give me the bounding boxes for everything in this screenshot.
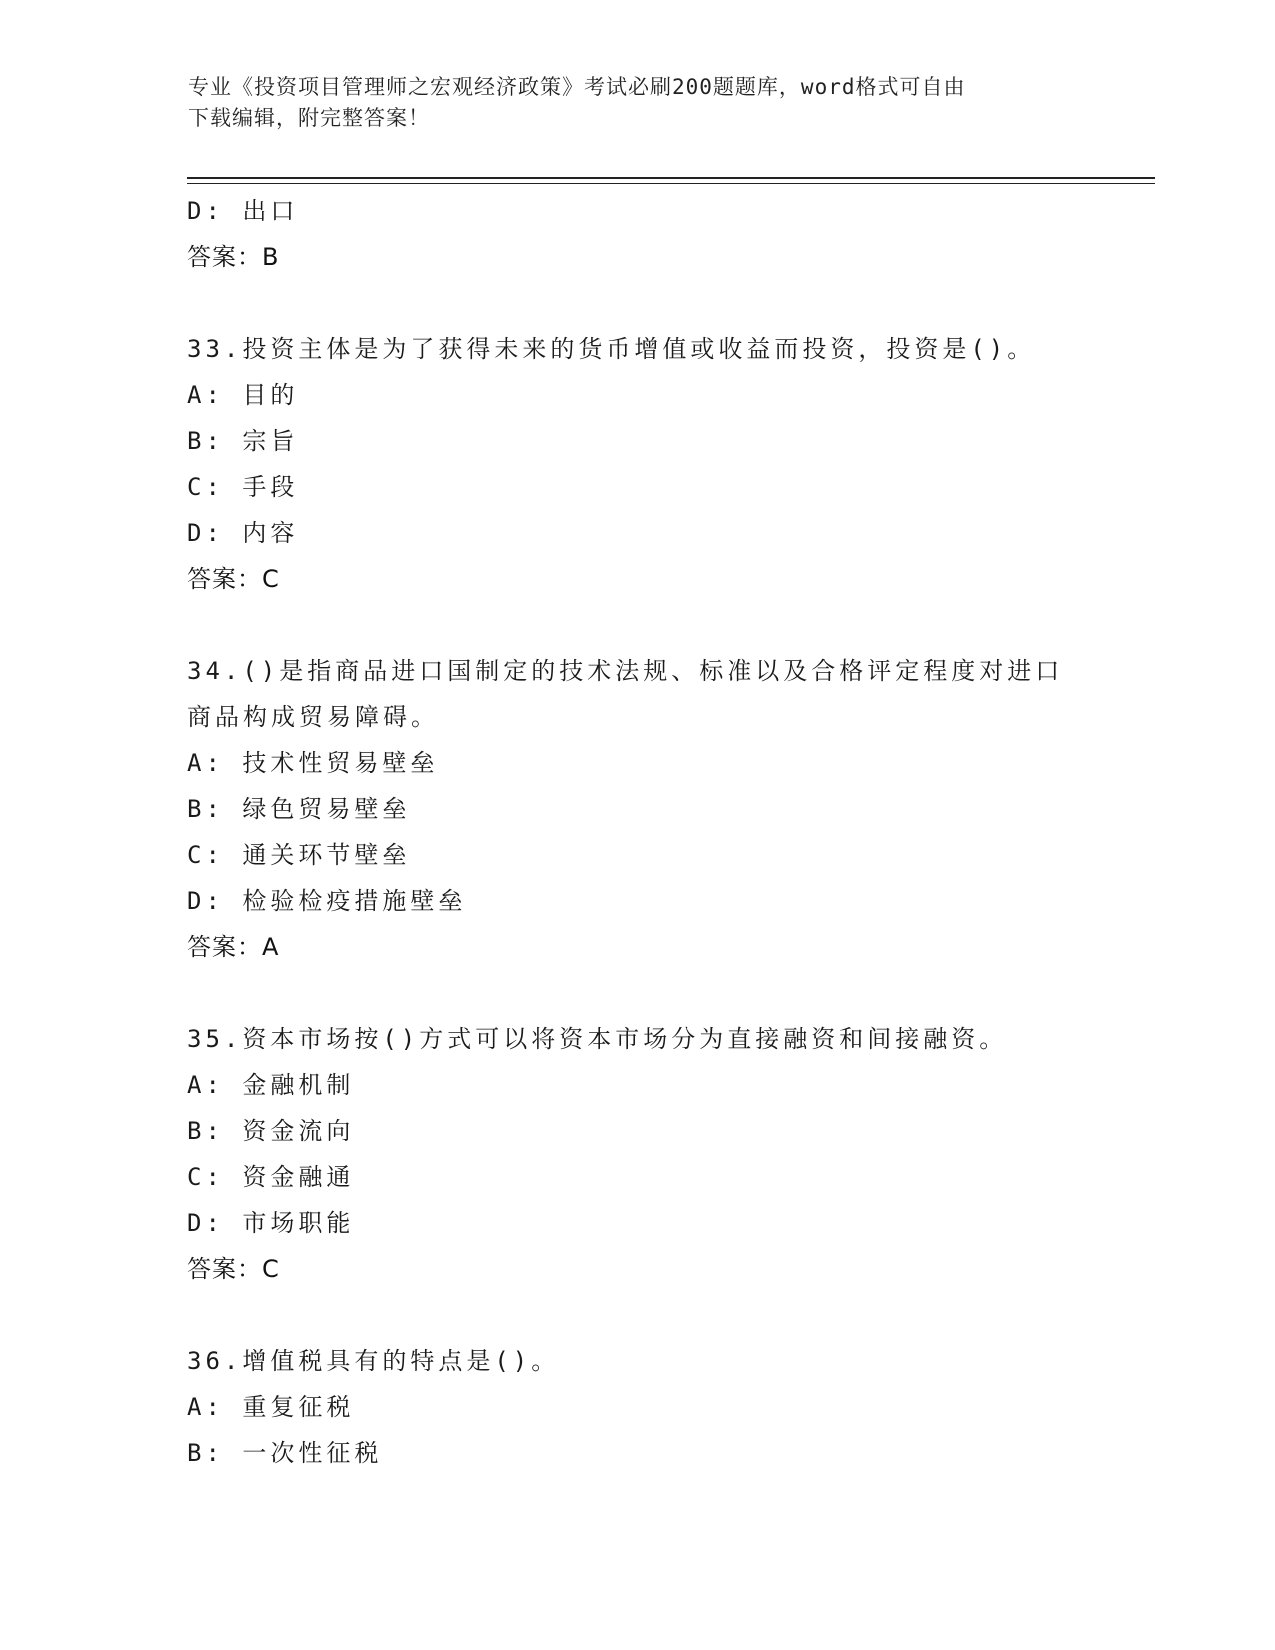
question-36-text: 36.增值税具有的特点是()。 [187,1347,560,1375]
question-34-option-b: B: 绿色贸易壁垒 [187,795,411,823]
question-33-answer: 答案：C [187,565,280,593]
question-35-option-c: C: 资金融通 [187,1163,355,1191]
question-34-option-c: C: 通关环节壁垒 [187,841,411,869]
option-d: D: 出口 [187,197,299,225]
question-33-option-a: A: 目的 [187,381,299,409]
header-line-1: 专业《投资项目管理师之宏观经济政策》考试必刷200题题库，word格式可自由 [188,75,966,99]
question-34-option-d: D: 检验检疫措施壁垒 [187,887,467,915]
spacer [187,280,1087,326]
header-rule-thin [187,183,1155,184]
header-rule-thick [187,177,1155,179]
question-34-text-line-2: 商品构成贸易障碍。 [187,703,439,731]
question-36-option-a: A: 重复征税 [187,1393,355,1421]
question-list [187,188,1087,1476]
question-34-option-a: A: 技术性贸易壁垒 [187,749,439,777]
question-34-answer: 答案：A [187,933,280,961]
question-35-option-b: B: 资金流向 [187,1117,355,1145]
question-35-option-a: A: 金融机制 [187,1071,355,1099]
question-35-answer: 答案：C [187,1255,280,1283]
spacer [187,602,1087,648]
spacer [187,970,1087,1016]
question-33-option-c: C: 手段 [187,473,299,501]
question-36-option-b: B: 一次性征税 [187,1439,383,1467]
document-header [188,72,1088,134]
question-35-text: 35.资本市场按()方式可以将资本市场分为直接融资和间接融资。 [187,1025,1008,1053]
question-33-option-d: D: 内容 [187,519,299,547]
answer-line: 答案：B [187,243,280,271]
question-35-option-d: D: 市场职能 [187,1209,355,1237]
question-33-text: 33.投资主体是为了获得未来的货币增值或收益而投资，投资是()。 [187,335,1036,363]
question-34-text-line-1: 34.()是指商品进口国制定的技术法规、标准以及合格评定程度对进口 [187,657,1064,685]
spacer [187,1292,1087,1338]
question-33-option-b: B: 宗旨 [187,427,299,455]
header-line-2: 下载编辑，附完整答案！ [188,106,430,130]
